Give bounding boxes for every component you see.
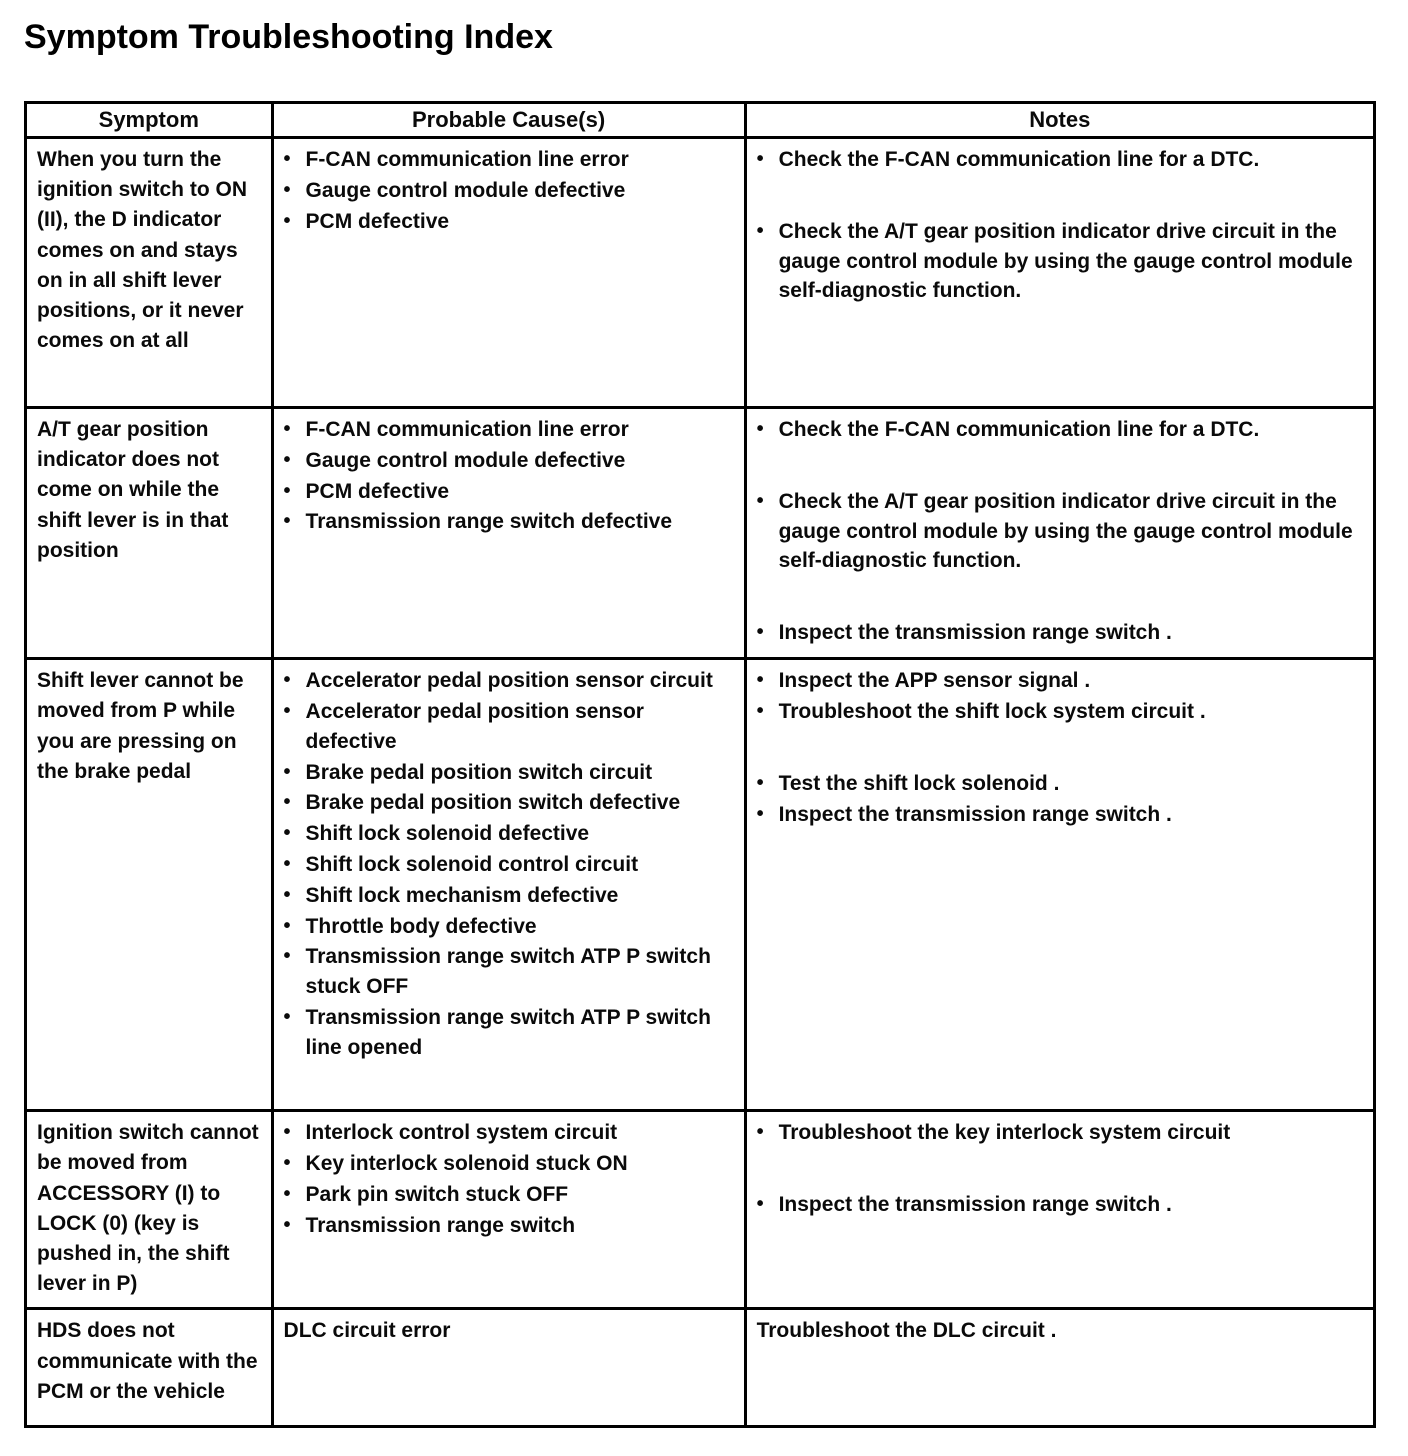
bullet-item-note [757,618,1363,648]
bullet-icon: • [283,448,291,471]
bullet-icon: • [283,418,291,440]
bullet-text: Shift lock mechanism defective [305,883,619,907]
notes-group [757,1118,1363,1148]
bullet-item-note [757,800,1363,830]
bullet-icon: • [756,621,764,644]
bullet-item-cause [284,1118,734,1148]
bullet-icon: • [756,418,764,440]
bullet-icon: • [283,510,291,533]
bullet-item-cause [284,697,734,757]
bullet-item-cause [284,758,734,788]
notes-group [757,217,1363,306]
bullet-text: PCM defective [305,479,450,503]
bullet-text: Accelerator pedal position sensor circuit [305,669,713,693]
probable-causes-cell [272,1111,745,1309]
header-notes: Notes [745,103,1374,138]
bullet-item-note: Troubleshoot the DLC circuit . [756,1319,1057,1343]
bullet-item-cause [284,1003,734,1063]
table-row [26,1309,1375,1427]
bullet-item-cause [284,207,734,237]
symptom-cell [26,659,273,1111]
bullet-icon: • [756,489,764,512]
bullet-item-cause [284,1149,734,1179]
notes-group [757,145,1363,175]
notes-cell [745,138,1374,408]
bullet-text: Key interlock solenoid stuck ON [305,1151,628,1175]
bullet-icon: • [283,479,291,502]
bullet-text: Check the A/T gear position indicator drive circuit in the gauge control module by using the gauge control module self-diagnostic function. [778,489,1353,573]
notes-cell [745,659,1374,1111]
bullet-icon: • [283,1121,291,1144]
bullet-item-note [757,769,1363,799]
bullet-icon: • [756,219,764,242]
bullet-item-note [757,666,1363,696]
bullet-icon: • [283,148,291,170]
notes-group [757,1316,1363,1346]
bullet-item-cause [284,881,734,911]
bullet-icon: • [756,802,764,825]
bullet-text: Transmission range switch ATP P switch stuck OFF [305,945,711,999]
bullet-item-note [757,487,1363,576]
bullet-text: Inspect the transmission range switch . [778,621,1172,645]
bullet-text: Park pin switch stuck OFF [305,1182,569,1206]
bullet-item-cause [284,477,734,507]
bullet-text: Transmission range switch ATP P switch line opened [305,1006,711,1059]
bullet-item-cause [284,446,734,476]
notes-group [757,769,1363,830]
bullet-item-cause [284,819,734,849]
bullet-text: Throttle body defective [305,914,537,938]
bullet-icon: • [756,148,764,170]
symptom-cell [26,138,273,408]
bullet-text: Shift lock solenoid defective [305,822,590,846]
bullet-item-cause [284,942,734,1002]
notes-group [757,1190,1363,1220]
bullet-text: Gauge control module defective [305,178,626,202]
bullet-text: Accelerator pedal position sensor defective [305,699,644,753]
symptom-text: Shift lever cannot be moved from P while you are pressing on the brake pedal [37,669,244,783]
bullet-text: Check the F-CAN communication line for a DTC. [778,148,1260,171]
bullet-icon: • [756,771,764,794]
bullet-text: Check the F-CAN communication line for a DTC. [778,418,1260,441]
notes-group [757,618,1363,648]
bullet-item-note [757,697,1363,727]
notes-cell [745,1309,1374,1427]
bullet-item-note [757,415,1363,445]
bullet-icon: • [756,1192,764,1215]
bullet-item-note [757,145,1363,175]
bullet-text: Check the A/T gear position indicator drive circuit in the gauge control module by using the gauge control module self-diagnostic function. [778,219,1353,303]
page-title: Symptom Troubleshooting Index [24,18,553,56]
bullet-icon: • [283,178,291,201]
bullet-icon: • [283,852,291,875]
bullet-text: Troubleshoot the shift lock system circuit . [778,699,1206,723]
bullet-icon: • [283,760,291,783]
table-header-row [26,103,1375,138]
bullet-item-cause [284,850,734,880]
notes-cell [745,1111,1374,1309]
table-body [26,138,1375,1427]
bullet-icon: • [283,914,291,937]
bullet-item-cause [284,415,734,445]
bullet-item-cause [284,788,734,818]
table-row [26,138,1375,408]
probable-causes-cell [272,408,745,659]
symptom-text: When you turn the ignition switch to ON (II), the D indicator comes on and stays on in all shift lever positions, or it never comes on at all [37,148,247,353]
bullet-text: Transmission range switch [305,1213,576,1237]
table-row [26,408,1375,659]
bullet-text: F-CAN communication line error [305,148,629,171]
bullet-icon: • [283,669,291,692]
bullet-item-cause [284,507,734,537]
symptom-cell [26,408,273,659]
bullet-text: Interlock control system circuit [305,1121,618,1145]
header-symptom: Symptom [26,103,273,138]
troubleshooting-table [24,101,1376,1428]
bullet-item-cause [284,176,734,206]
bullet-icon: • [283,791,291,814]
notes-group [757,666,1363,727]
bullet-item-note [757,1118,1363,1148]
bullet-icon: • [283,699,291,722]
symptom-cell [26,1111,273,1309]
probable-causes-cell [272,659,745,1111]
header-probable-causes: Probable Cause(s) [272,103,745,138]
bullet-text: Shift lock solenoid control circuit [305,852,639,876]
bullet-item-note [757,1190,1363,1220]
bullet-icon: • [283,1006,291,1028]
bullet-text: PCM defective [305,209,450,233]
bullet-icon: • [756,669,764,692]
bullet-text: Brake pedal position switch defective [305,791,681,815]
table-row [26,1111,1375,1309]
bullet-icon: • [283,822,291,845]
bullet-text: Inspect the APP sensor signal . [778,669,1091,693]
symptom-text: A/T gear position indicator does not come on while the shift lever is in that position [37,418,229,562]
symptom-cell [26,1309,273,1427]
bullet-text: Inspect the transmission range switch . [778,802,1172,826]
bullet-text: F-CAN communication line error [305,418,629,441]
bullet-icon: • [283,209,291,232]
bullet-text: Brake pedal position switch circuit [305,760,653,784]
bullet-item-cause [284,1211,734,1241]
bullet-item-cause [284,1180,734,1210]
bullet-item-cause [284,912,734,942]
bullet-text: Transmission range switch defective [305,510,673,534]
bullet-text: Inspect the transmission range switch . [778,1192,1172,1216]
notes-cell [745,408,1374,659]
symptom-text: Ignition switch cannot be moved from ACCESSORY (I) to LOCK (0) (key is pushed in, the shift lever in P) [37,1121,259,1296]
notes-group [757,415,1363,445]
notes-group [757,487,1363,576]
bullet-text: Test the shift lock solenoid . [778,771,1060,795]
bullet-icon: • [283,1213,291,1236]
probable-causes-cell [272,1309,745,1427]
bullet-icon: • [283,1182,291,1205]
bullet-item-cause: DLC circuit error [283,1319,451,1343]
bullet-item-note [757,217,1363,306]
bullet-icon: • [756,699,764,722]
table-row [26,659,1375,1111]
bullet-item-cause [284,666,734,696]
symptom-text: HDS does not communicate with the PCM or the vehicle [37,1319,258,1403]
bullet-icon: • [283,1151,291,1174]
bullet-icon: • [756,1121,764,1144]
bullet-text: Troubleshoot the key interlock system circuit [778,1121,1231,1145]
bullet-text: Gauge control module defective [305,448,626,472]
probable-causes-cell [272,138,745,408]
bullet-icon: • [283,883,291,906]
bullet-item-cause [284,145,734,175]
bullet-icon: • [283,945,291,968]
